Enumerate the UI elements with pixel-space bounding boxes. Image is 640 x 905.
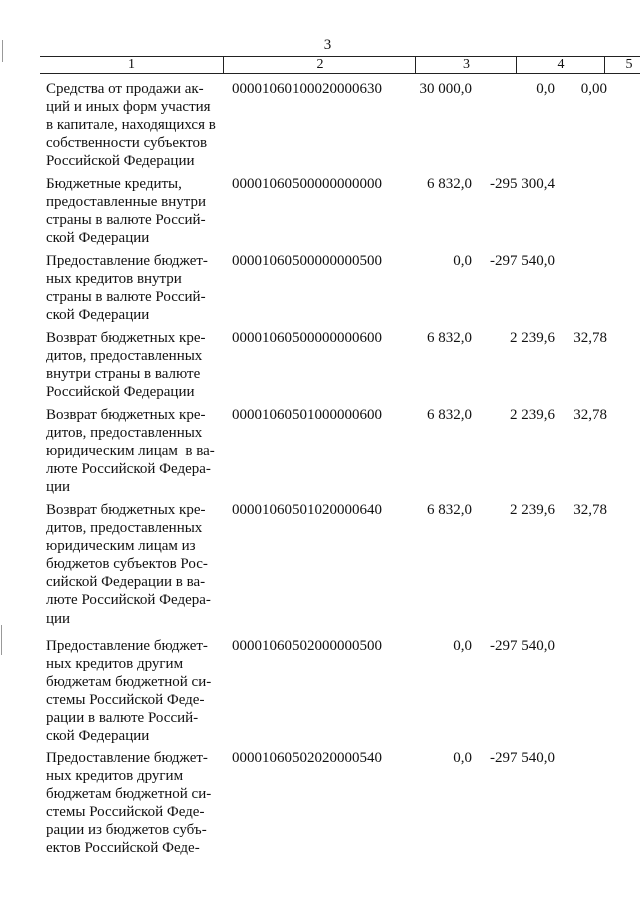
row-name: Бюджетные кредиты, предоставленные внутри страны в валюте Россий- ской Федерации (46, 176, 206, 247)
scan-artifact (2, 40, 3, 62)
page-number: 3 (323, 37, 332, 53)
row-name: Возврат бюджетных кре- дитов, предоставленных юридическим лицам из бюджетов субъектов Рос- сийской Федерации в ва- люте Российской Федера- ции (46, 502, 211, 627)
row-value-col4: 0,0 (536, 81, 555, 97)
row-name: Возврат бюджетных кре- дитов, предоставленных юридическим лицам в ва- люте Российской Федера- ции (46, 407, 215, 496)
row-name: Предоставление бюджет- ных кредитов внутри страны в валюте Россий- ской Федерации (46, 253, 208, 324)
table-row (0, 749, 640, 861)
row-value-col5: 32,78 (573, 502, 607, 518)
column-header-5: 5 (604, 57, 640, 73)
row-code: 00001060500000000000 (232, 176, 382, 192)
row-name: Средства от продажи ак- ций и иных форм участия в капитале, находящихся в собственности субъектов Российской Федерации (46, 81, 216, 170)
table-column-header-row (40, 56, 640, 74)
row-code: 00001060500000000600 (232, 330, 382, 346)
table-body (0, 80, 640, 861)
table-row (0, 501, 640, 637)
row-value-col4: 2 239,6 (510, 330, 555, 346)
row-value-col3: 6 832,0 (427, 502, 472, 518)
row-name: Возврат бюджетных кре- дитов, предоставленных внутри страны в валюте Российской Федерации (46, 330, 206, 401)
row-code: 00001060500000000500 (232, 253, 382, 269)
row-value-col5: 0,00 (580, 81, 607, 97)
row-value-col3: 0,0 (453, 750, 472, 766)
table-row (0, 329, 640, 406)
scan-artifact (1, 625, 2, 655)
row-value-col4: 2 239,6 (510, 407, 555, 423)
column-header-1: 1 (128, 57, 135, 72)
table-row (0, 406, 640, 501)
row-value-col5: 32,78 (573, 407, 607, 423)
row-code: 00001060501020000640 (232, 502, 382, 518)
row-value-col3: 0,0 (453, 253, 472, 269)
row-value-col4: 2 239,6 (510, 502, 555, 518)
table-row (0, 80, 640, 175)
table-row (0, 175, 640, 252)
row-value-col3: 6 832,0 (427, 330, 472, 346)
row-name: Предоставление бюджет- ных кредитов другим бюджетам бюджетной си- стемы Российской Феде- рации из бюджетов субъ- ектов Российской Феде- (46, 750, 212, 857)
row-value-col3: 0,0 (453, 638, 472, 654)
row-code: 00001060502020000540 (232, 750, 382, 766)
row-code: 00001060100020000630 (232, 81, 382, 97)
row-value-col4: -297 540,0 (490, 638, 555, 654)
column-header-4: 4 (516, 57, 605, 73)
row-name: Предоставление бюджет- ных кредитов другим бюджетам бюджетной си- стемы Российской Феде- рации в валюте Россий- ской Федерации (46, 638, 212, 745)
row-value-col3: 6 832,0 (427, 176, 472, 192)
table-row (0, 637, 640, 749)
row-value-col5: 32,78 (573, 330, 607, 346)
table-row (0, 252, 640, 329)
row-code: 00001060502000000500 (232, 638, 382, 654)
row-code: 00001060501000000600 (232, 407, 382, 423)
row-value-col4: -297 540,0 (490, 750, 555, 766)
row-value-col4: -297 540,0 (490, 253, 555, 269)
row-value-col4: -295 300,4 (490, 176, 555, 192)
column-header-2: 2 (223, 57, 416, 73)
column-header-3: 3 (415, 57, 517, 73)
row-value-col3: 30 000,0 (419, 81, 472, 97)
row-value-col3: 6 832,0 (427, 407, 472, 423)
